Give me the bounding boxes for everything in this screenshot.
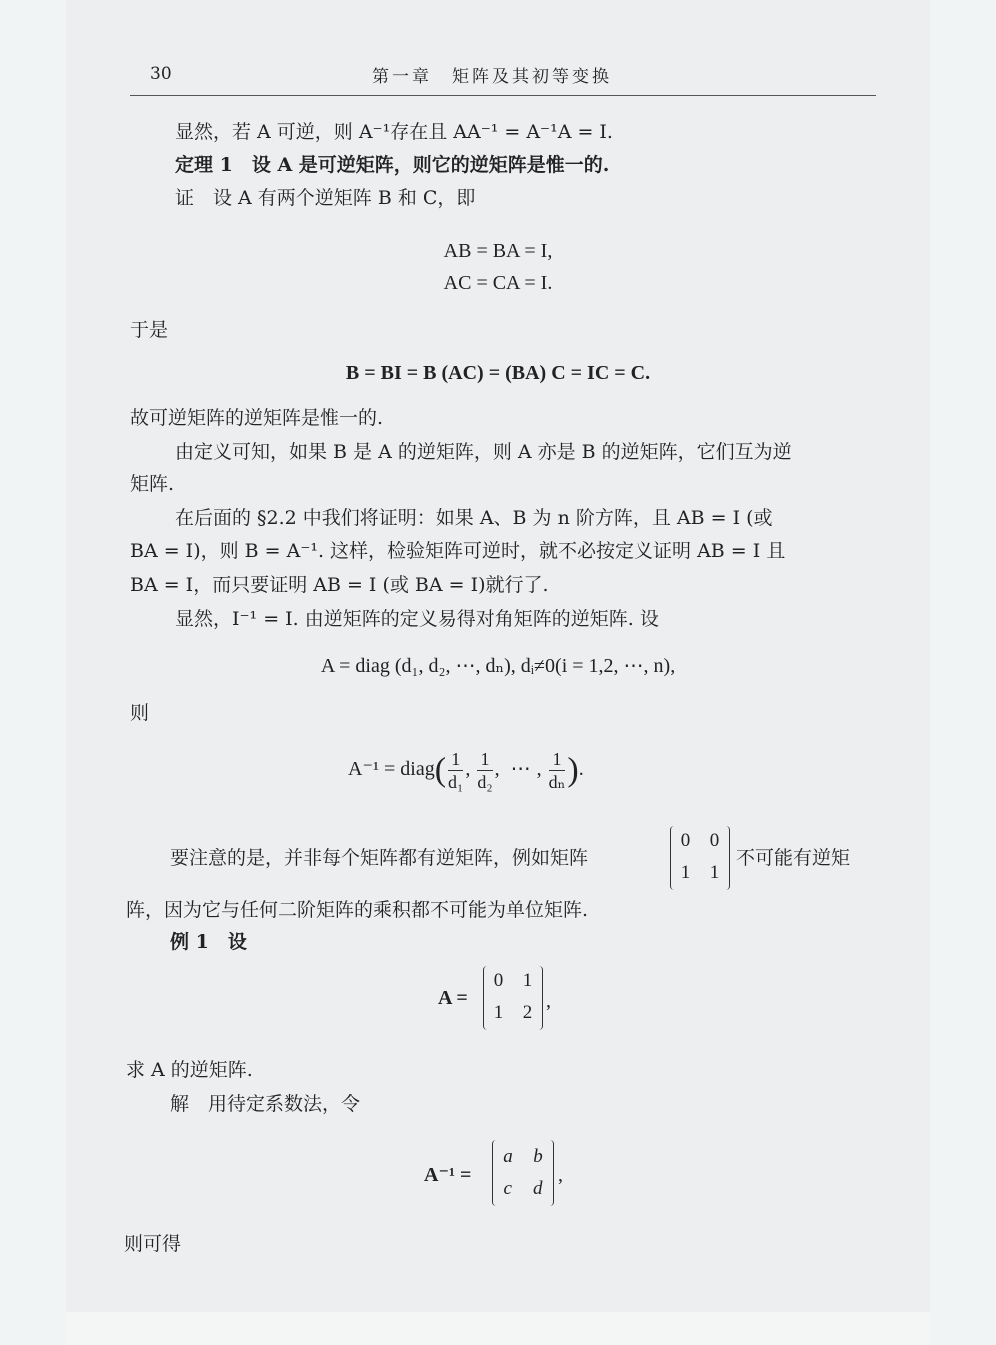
matrix-a-inverse: a b c d	[492, 1140, 554, 1206]
fraction: $\frac{1}{\text{dₙ}}$	[548, 749, 566, 792]
equation-b-equals-c: B = BI = B (AC) = (BA) C = IC = C.	[345, 362, 651, 384]
equation-lhs: A =	[438, 987, 468, 1009]
fraction: $\frac{1}{\text{d₂}}$	[477, 749, 493, 792]
text-line: 故可逆矩阵的逆矩阵是惟一的.	[130, 407, 384, 429]
page-number: 30	[150, 64, 172, 84]
example-1: 例 1 设	[170, 931, 247, 953]
text-line: BA = I)，则 B = A⁻¹. 这样，检验矩阵可逆时，就不必按定义证明 AB = I 且	[130, 540, 786, 562]
equation-diag-inverse: A⁻¹ = diag( $\frac{1}{\text{d₁}}$ , $\frac{1}{\text{d₂}}$ , ⋯ , $\frac{1}{\text{dₙ}}$ ).	[348, 749, 584, 792]
text-line: 要注意的是，并非每个矩阵都有逆矩阵，例如矩阵	[170, 847, 589, 869]
equation-ab: AB = BA = I,	[443, 240, 553, 262]
text-line: 矩阵.	[130, 473, 175, 495]
text-line: 显然，若 A 可逆，则 A⁻¹存在且 AA⁻¹ = A⁻¹A = I.	[175, 121, 613, 143]
solution: 解 用待定系数法，令	[170, 1093, 361, 1115]
matrix-a: 0 1 1 2	[483, 966, 543, 1030]
text-line: 则	[130, 702, 150, 724]
text-line: BA = I，而只要证明 AB = I (或 BA = I)就行了.	[130, 574, 549, 596]
equation-diag: A = diag (d₁, d₂, ⋯, dₙ), dᵢ≠0(i = 1,2, ⋯, n),	[320, 655, 676, 677]
equation-lhs: A⁻¹ = diag	[348, 758, 435, 781]
equation-lhs: A⁻¹ =	[424, 1164, 472, 1186]
theorem-1: 定理 1 设 A 是可逆矩阵，则它的逆矩阵是惟一的.	[175, 154, 610, 176]
equation-ac: AC = CA = I.	[443, 272, 553, 294]
text-line: 在后面的 §2.2 中我们将证明：如果 A、B 为 n 阶方阵，且 AB = I (或	[175, 507, 773, 529]
fraction: $\frac{1}{\text{d₁}}$	[448, 749, 464, 792]
text-line: 显然，I⁻¹ = I. 由逆矩阵的定义易得对角矩阵的逆矩阵. 设	[175, 608, 659, 630]
text-line: 则可得	[124, 1233, 182, 1255]
text-line: 阵，因为它与任何二阶矩阵的乘积都不可能为单位矩阵.	[126, 899, 589, 921]
text-line: 不可能有逆矩	[736, 847, 851, 869]
matrix-zero-one: 0 0 1 1	[670, 826, 730, 890]
page-edge	[66, 1312, 930, 1345]
chapter-title: 第一章 矩阵及其初等变换	[372, 67, 612, 87]
text-line: 求 A 的逆矩阵.	[126, 1059, 253, 1081]
proof-intro: 证 设 A 有两个逆矩阵 B 和 C，即	[175, 187, 476, 209]
text-line: 由定义可知，如果 B 是 A 的逆矩阵，则 A 亦是 B 的逆矩阵，它们互为逆	[175, 441, 792, 463]
header-rule	[130, 95, 876, 96]
text-line: 于是	[130, 319, 169, 341]
